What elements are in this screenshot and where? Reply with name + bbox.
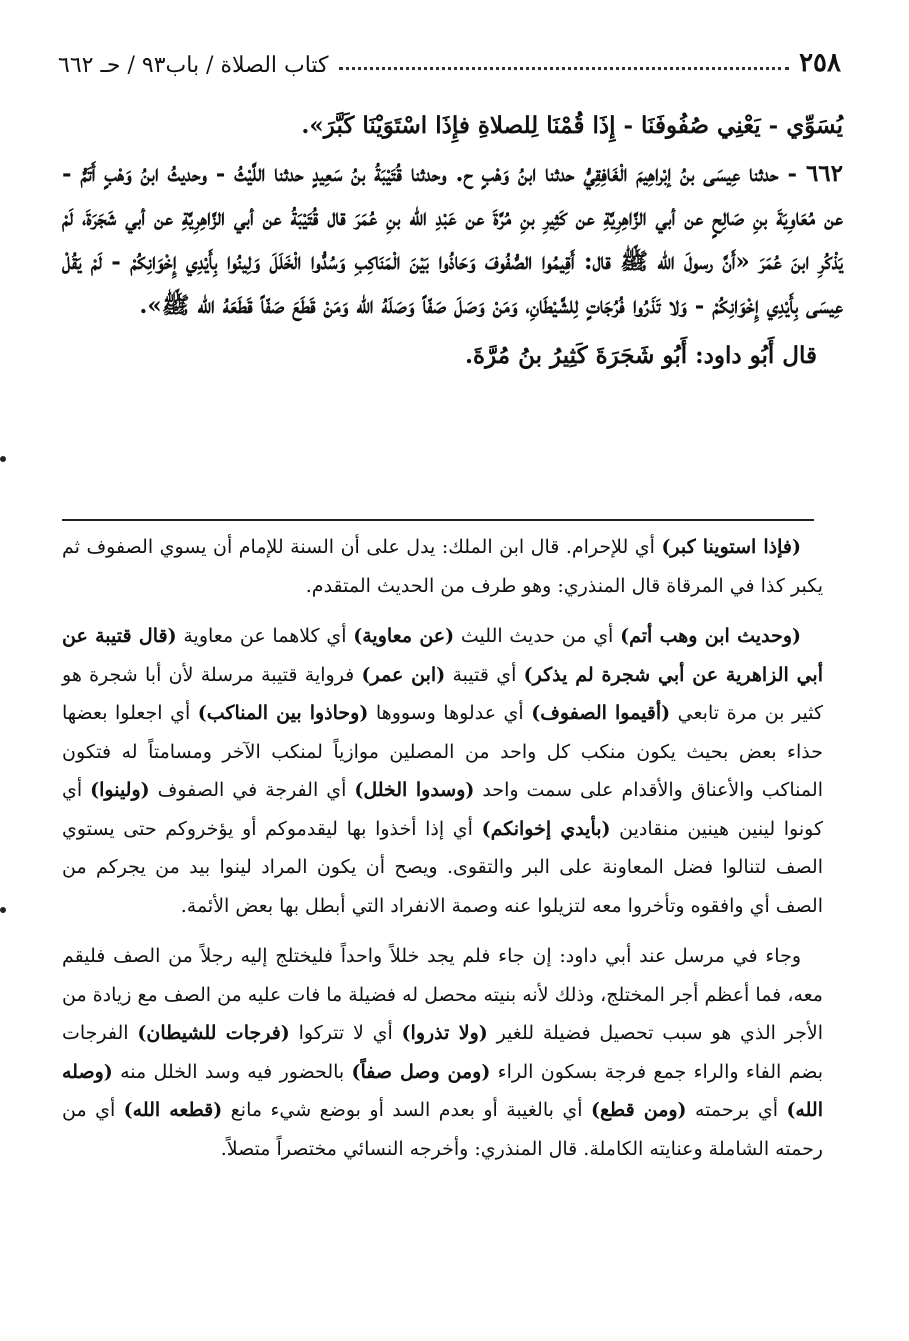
commentary-paragraph-2 [62,617,823,925]
commentary [62,528,823,1168]
commentary-text: أي برحمته [686,1099,787,1121]
commentary-text: أي لا تتركوا [289,1022,402,1044]
commentary-text: أي من رحمته الشاملة وعنايته الكاملة. قال المنذري: وأخرجه النسائي مختصراً متصلاً. [62,1099,823,1160]
bold-quote: (ومن وصل صفاً) [351,1060,491,1083]
commentary-text: أي كونوا لينين هينين منقادين [62,779,823,840]
bold-quote: (وحديث ابن وهب أتم) [620,625,801,647]
commentary-text: الفرجات بضم الفاء والراء جمع فرجة بسكون الراء [62,1022,823,1083]
bold-quote: (وحاذوا بين المناكب) [197,702,369,724]
commentary-text: أي من حديث الليث [454,625,621,647]
bold-quote: (ولا تذروا) [401,1022,488,1044]
commentary-paragraph-3 [62,937,823,1168]
commentary-text: أي بالغيبة أو بعدم السد أو بوضع شيء مانع [222,1099,591,1121]
page-number: ٢٥٨ [799,48,841,78]
bold-quote: (أقيموا الصفوف) [531,702,671,724]
header-dotted-leader [339,67,790,70]
commentary-text: أي إذا أخذوا بها ليقدموكم أو يؤخروكم حتى يستوي الصف لتنالوا فضل المعاونة على البر والتقوى. ويصح أن يكون المراد لينوا بيد من يجركم من الصف أي وافقوه وتأخروا معه لتزيلوا عنه وصمة الانفراد التي أبطل بها بعض الأئمة. [62,817,823,917]
bold-quote: (قطعه الله) [123,1099,223,1121]
bold-quote: (قال قتيبة عن أبي الزاهرية عن أبي شجرة لم يذكر) [62,625,823,686]
commentary-text: أي اجعلوا بعضها حذاء بعض بحيث يكون منكب كل واحد من المصلين موازياً لمنكب الآخر ومسامتاً له فتكون المناكب والأعناق والأقدام على سمت واحد [62,702,823,801]
commentary-text: أي الفرجة في الصفوف [149,779,355,801]
commentary-text: أي للإحرام. قال ابن الملك: يدل على أن السنة للإمام أن يسوي الصفوف ثم يكبر كذا في المرقاة قال المنذري: وهو طرف من الحديث المتقدم. [62,536,823,597]
commentary-paragraph-1 [62,528,823,605]
bold-quote: (فإذا استوينا كبر) [661,536,802,558]
hadith-text [62,104,843,378]
commentary-text: أي عدلوها وسووها [368,702,532,724]
abu-dawud-note: قال أَبُو داود: أَبُو شَجَرَةَ كَثِيرُ بنُ مُرَّةَ. [465,342,817,369]
footnote-divider [62,519,814,521]
bold-quote: (وصله الله) [62,1060,823,1121]
scan-mark [0,456,6,462]
chapter-title: كتاب الصلاة / باب٩٣ / حـ ٦٦٢ [58,53,329,78]
bold-quote: (فرجات للشيطان) [137,1022,290,1044]
commentary-text: أي كلاهما عن معاوية [176,625,354,647]
bold-quote: (بأيدي إخوانكم) [481,817,611,840]
commentary-text: أي قتيبة [445,663,524,686]
hadith-662: ٦٦٢ - حدثنا عِيسَى بنُ إبْراهِيمَ الْغَافِقِيُّ حدثنا ابنُ وَهْبٍ ح. وحدثنا قُتَيْبَةُ بنُ سَعِيدٍ حدثنا اللَّيْثُ - وحديثُ ابنُ وَهْبٍ أَتَمُّ - عن مُعَاوِيَةَ بنِ صَالِحٍ عن أبي الزَّاهِرِيَّةِ عن كَثِيرِ بنِ مُرَّةَ عن عَبْدِ الله بنِ عُمَرَ قال قُتَيْبَةُ عن أبي الزَّاهِرِيَّةِ عن أبي شَجَرَةَ، لَمْ يَذْكُرِ ابنَ عُمَرَ «أَنَّ رسولَ الله ﷺ قال: أَقِيمُوا الصُّفُوفَ وَحَاذُوا بَيْنَ الْمَنَاكِبِ وَسُدُّوا الْخَلَلَ وَلِينُوا بِأَيْدِي إِخْوَانِكُمْ - لَمْ يَقُلْ عِيسَى بِأَيْدِي إِخْوَانِكُمْ - وَلا تَذَرُوا فُرُجَاتٍ لِلشَّيْطَانِ، وَمَنْ وَصَلَ صَفّاً وَصَلَهُ الله وَمَنْ قَطَعَ صَفّاً قَطَعَهُ الله ﷺ». [62,160,843,319]
running-header [58,38,841,78]
bold-quote: (ومن قطع) [590,1099,687,1121]
continued-line: يُسَوِّي - يَعْنِي صُفُوفَنَا - إِذَا قُمْنَا لِلصلاةِ فإِذَا اسْتَوَيْنَا كَبَّرَ». [301,112,843,139]
commentary-text: وجاء في مرسل عند أبي داود: إن جاء فلم يجد خللاً واحداً فليختلج إليه رجلاً من الصف فليقم معه، فما أعظم أجر المختلج، وذلك لأنه بنيته محصل له فضيلة ما فات عليه من الصف مع زيادة من الأجر الذي هو سبب تحصيل فضيلة للغير [62,945,824,1044]
commentary-text: فرواية قتيبة مرسلة لأن أبا شجرة هو كثير بن مرة تابعي [62,663,823,724]
bold-quote: (عن معاوية) [353,625,455,647]
bold-quote: (وسدوا الخلل) [354,779,475,801]
bold-quote: (ولينوا) [90,779,150,801]
bold-quote: (ابن عمر) [361,663,446,686]
commentary-text: بالحضور فيه وسد الخلل منه [112,1060,352,1083]
scan-mark [0,907,6,913]
